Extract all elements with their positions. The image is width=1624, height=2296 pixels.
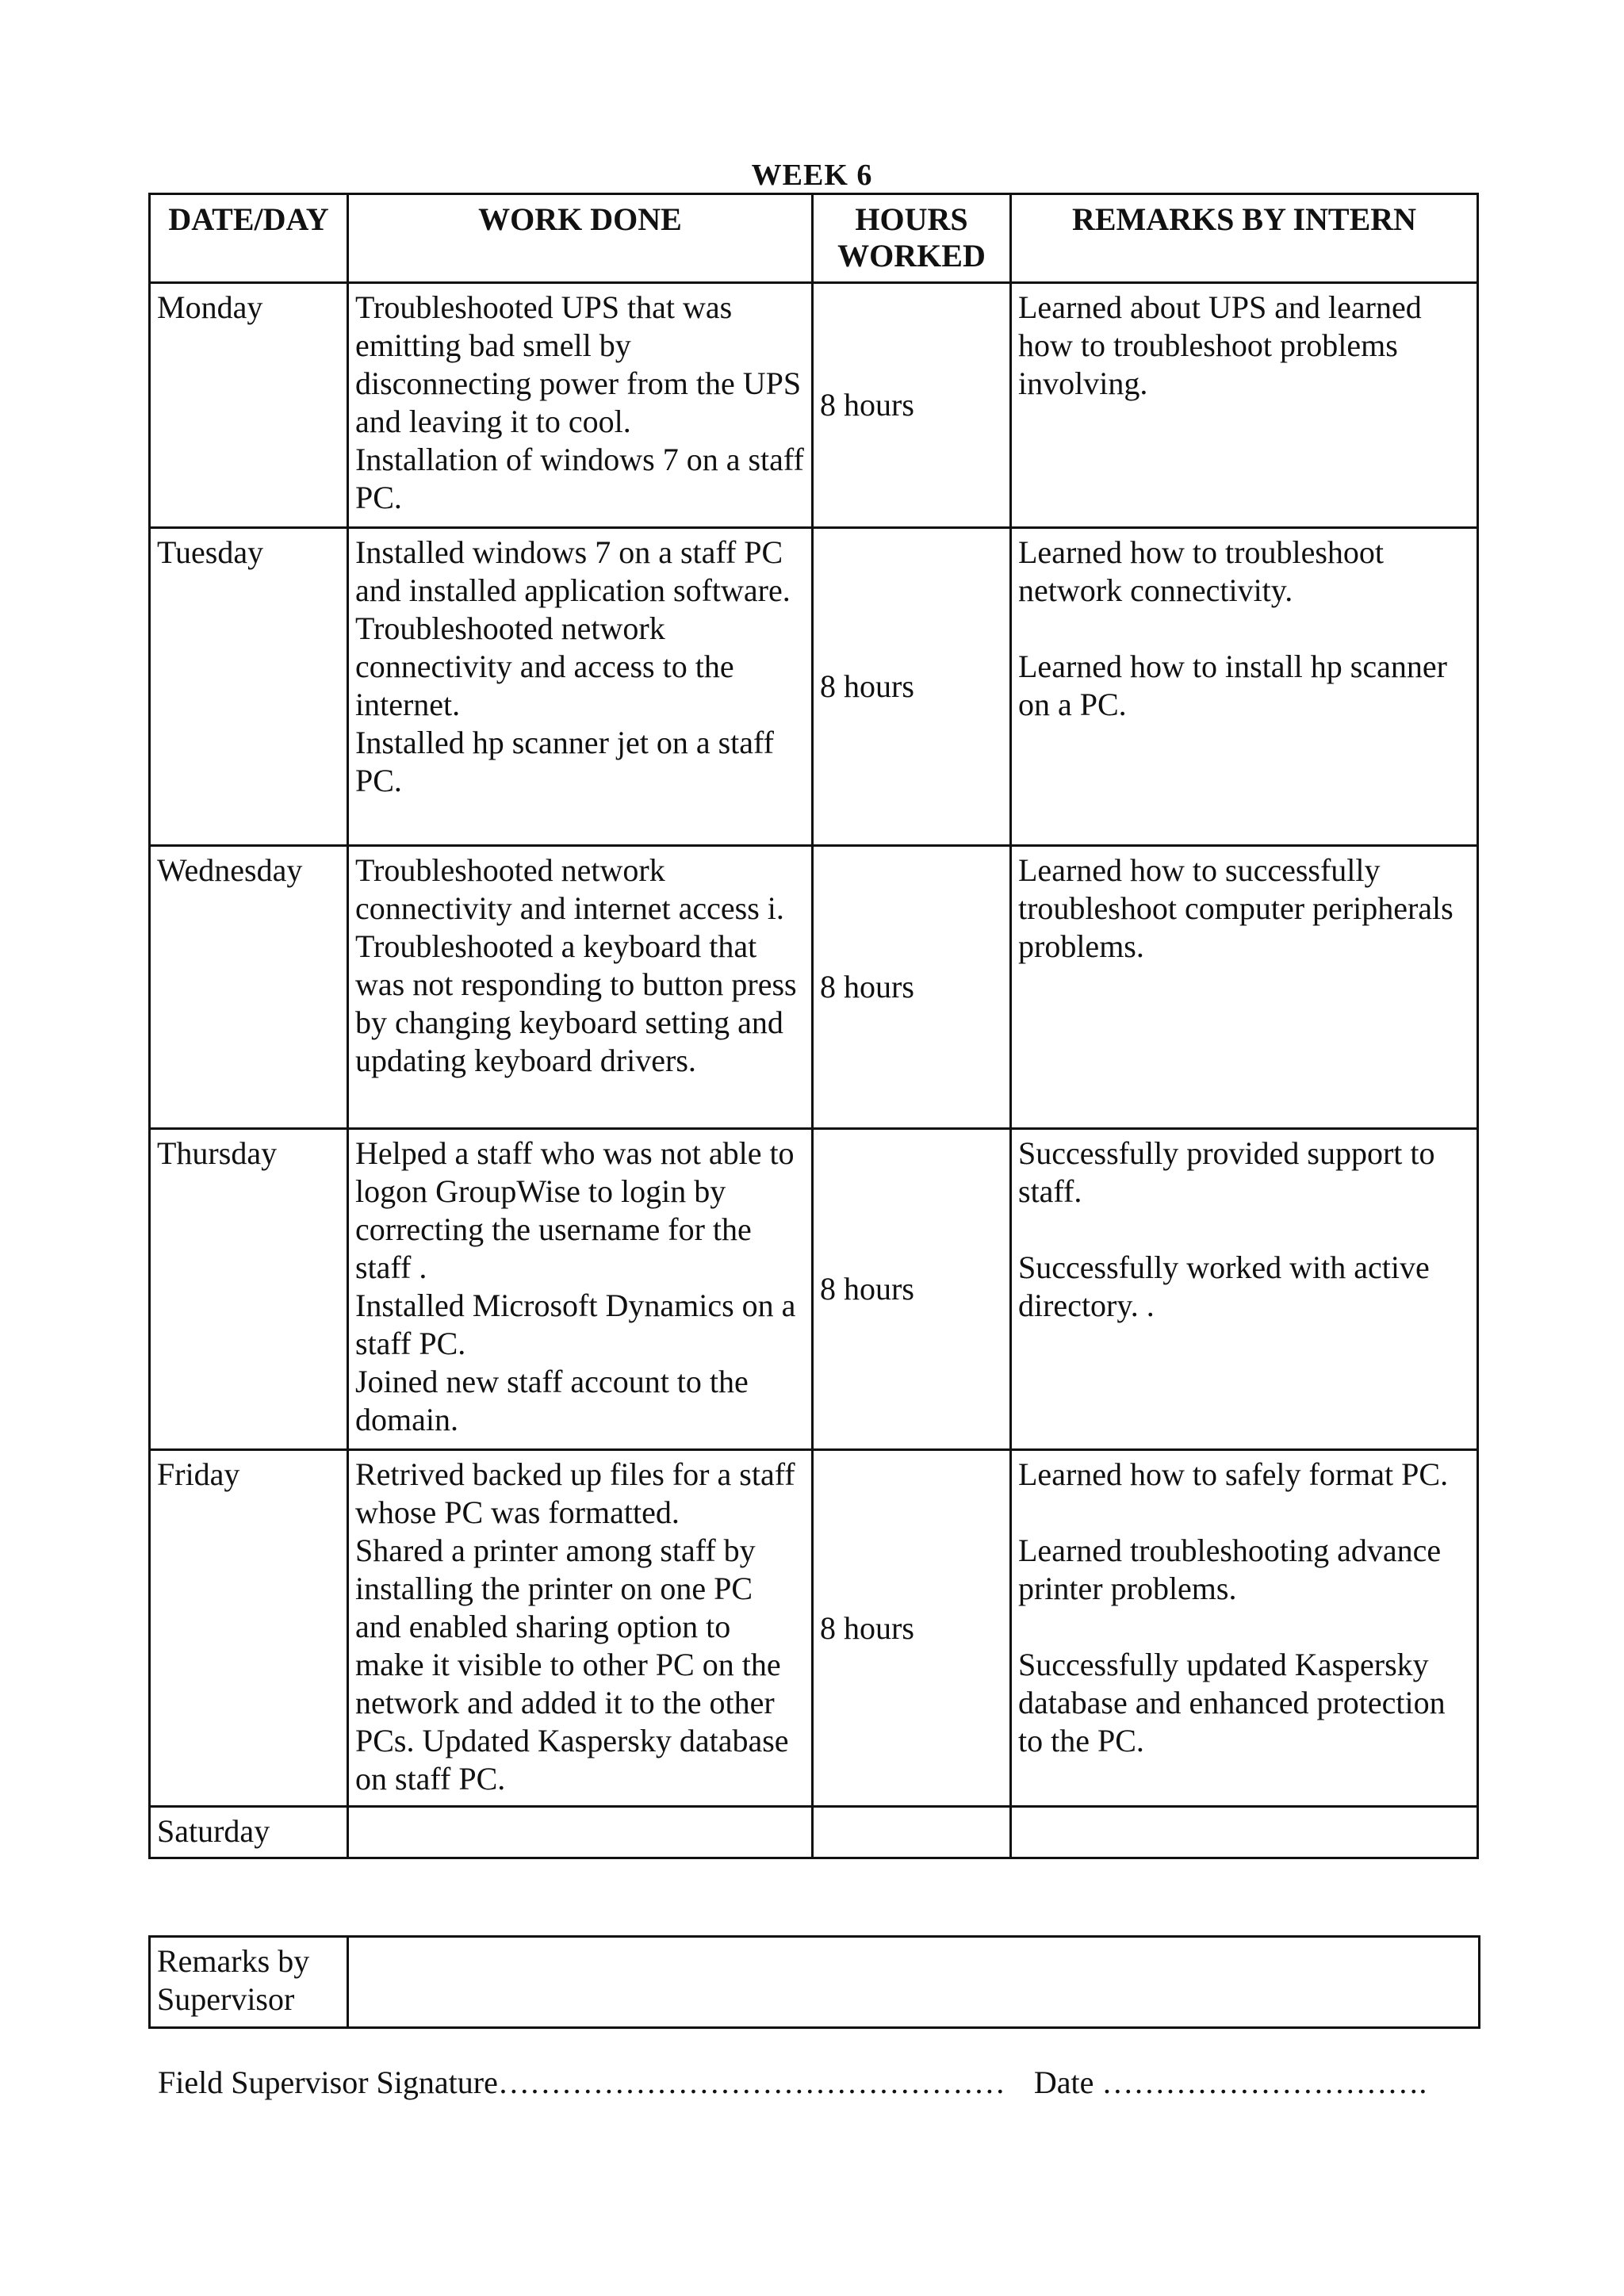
table-row [150, 528, 1478, 846]
day-cell: Thursday [150, 1129, 348, 1450]
day-cell: Tuesday [150, 528, 348, 846]
hours-cell: 8 hours [813, 283, 1011, 528]
day-cell: Friday [150, 1450, 348, 1807]
table-row [150, 283, 1478, 528]
remarks-cell[interactable] [1011, 1807, 1478, 1858]
remarks-cell: Successfully provided support to staff. Successfully worked with active directory. . [1011, 1129, 1478, 1450]
header-work-done: WORK DONE [348, 194, 813, 283]
work-done-cell: Retrived backed up files for a staff whose PC was formatted. Shared a printer among staff by installing the printer on one PC and enabled sharing option to make it visible to other PC on the network and added it to the other PCs. Updated Kaspersky database on staff PC. [348, 1450, 813, 1807]
header-hours-worked: HOURS WORKED [813, 194, 1011, 283]
day-cell: Wednesday [150, 846, 348, 1129]
table-header-row [150, 194, 1478, 283]
table-row [150, 1129, 1478, 1450]
signature-date[interactable]: Date …………………………. [1033, 2064, 1427, 2100]
supervisor-remarks-label: Remarks by Supervisor [150, 1937, 348, 2028]
hours-cell: 8 hours [813, 528, 1011, 846]
work-done-cell: Installed windows 7 on a staff PC and installed application software. Troubleshooted network connectivity and access to the internet. Installed hp scanner jet on a staff PC. [348, 528, 813, 846]
work-done-cell: Troubleshooted network connectivity and internet access i. Troubleshooted a keyboard that was not responding to button press by changing keyboard setting and updating keyboard drivers. [348, 846, 813, 1129]
remarks-cell: Learned how to successfully troubleshoot computer peripherals problems. [1011, 846, 1478, 1129]
day-cell: Monday [150, 283, 348, 528]
work-done-cell: Troubleshooted UPS that was emitting bad smell by disconnecting power from the UPS and leaving it to cool. Installation of windows 7 on a staff PC. [348, 283, 813, 528]
header-remarks-by-intern: REMARKS BY INTERN [1011, 194, 1478, 283]
day-cell: Saturday [150, 1807, 348, 1858]
table-row [150, 1807, 1478, 1858]
hours-cell: 8 hours [813, 1129, 1011, 1450]
weekly-log-table [148, 193, 1479, 1859]
table-row [150, 1450, 1478, 1807]
hours-cell[interactable] [813, 1807, 1011, 1858]
supervisor-remarks-table [148, 1935, 1480, 2029]
remarks-cell: Learned how to troubleshoot network connectivity. Learned how to install hp scanner on a PC. [1011, 528, 1478, 846]
field-supervisor-signature[interactable]: Field Supervisor Signature………………………………………… [158, 2064, 1005, 2100]
hours-cell: 8 hours [813, 846, 1011, 1129]
page-title: WEEK 6 [751, 159, 873, 192]
hours-cell: 8 hours [813, 1450, 1011, 1807]
table-row [150, 846, 1478, 1129]
supervisor-remarks-row [150, 1937, 1480, 2028]
work-done-cell[interactable] [348, 1807, 813, 1858]
work-done-cell: Helped a staff who was not able to logon GroupWise to login by correcting the username for the staff . Installed Microsoft Dynamics on a staff PC. Joined new staff account to the domain. [348, 1129, 813, 1450]
header-date-day: DATE/DAY [150, 194, 348, 283]
supervisor-remarks-field[interactable] [348, 1937, 1480, 2028]
remarks-cell: Learned how to safely format PC. Learned troubleshooting advance printer problems. Successfully updated Kaspersky database and enhanced protection to the PC. [1011, 1450, 1478, 1807]
signature-line [158, 2064, 1427, 2102]
remarks-cell: Learned about UPS and learned how to troubleshoot problems involving. [1011, 283, 1478, 528]
